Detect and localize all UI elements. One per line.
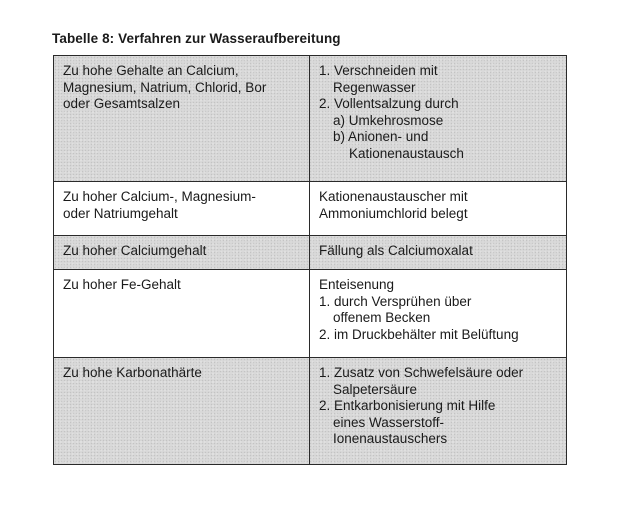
method-cell [310,56,566,181]
method-text: eines Wasserstoff- [333,414,445,430]
table-row [54,56,566,182]
problem-text: Zu hoher Calcium-, Magnesium- [63,189,256,204]
problem-text: Zu hoher Fe-Gehalt [63,277,181,292]
method-cell [310,270,566,357]
problem-text: Zu hohe Karbonathärte [63,365,202,380]
method-text: Ammoniumchlorid belegt [319,205,468,221]
method-cell [310,182,566,235]
method-text: Ionenaustauschers [333,431,448,446]
problem-text: oder Gesamtsalzen [63,96,181,111]
method-text: b) Anionen- und [333,129,429,144]
method-text: 2. Vollentsalzung durch [319,96,459,111]
method-cell [310,236,566,269]
problem-cell [54,182,310,235]
table-row [54,270,566,358]
table-row [54,358,566,464]
problem-cell [54,236,310,269]
method-text: Salpetersäure [333,381,418,397]
problem-cell [54,270,310,357]
problem-text: Zu hoher Calciumgehalt [63,243,207,258]
method-text: Fällung als Calciumoxalat [319,243,473,258]
problem-text: Magnesium, Natrium, Chlorid, Bor [63,79,267,95]
method-text: a) Umkehrosmose [333,112,444,128]
table-caption: Tabelle 8: Verfahren zur Wasseraufbereitung [52,31,341,46]
method-text: Regenwasser [333,79,416,95]
method-text: 2. Entkarbonisierung mit Hilfe [319,398,496,413]
problem-text: oder Natriumgehalt [63,205,178,221]
method-text: 2. im Druckbehälter mit Belüftung [319,326,519,342]
problem-cell [54,358,310,464]
method-text: 1. durch Versprühen über [319,293,472,309]
table-row [54,236,566,270]
method-text: 1. Zusatz von Schwefelsäure oder [319,365,524,380]
method-text: 1. Verschneiden mit [319,63,438,78]
method-cell [310,358,566,464]
method-text: offenem Becken [333,310,431,325]
problem-text: Zu hohe Gehalte an Calcium, [63,63,239,78]
method-text: Kationenaustauscher mit [319,189,468,204]
method-text: Enteisenung [319,277,395,292]
problem-cell [54,56,310,181]
table-row [54,182,566,236]
method-text: Kationenaustausch [349,145,464,161]
water-treatment-table [53,55,567,465]
